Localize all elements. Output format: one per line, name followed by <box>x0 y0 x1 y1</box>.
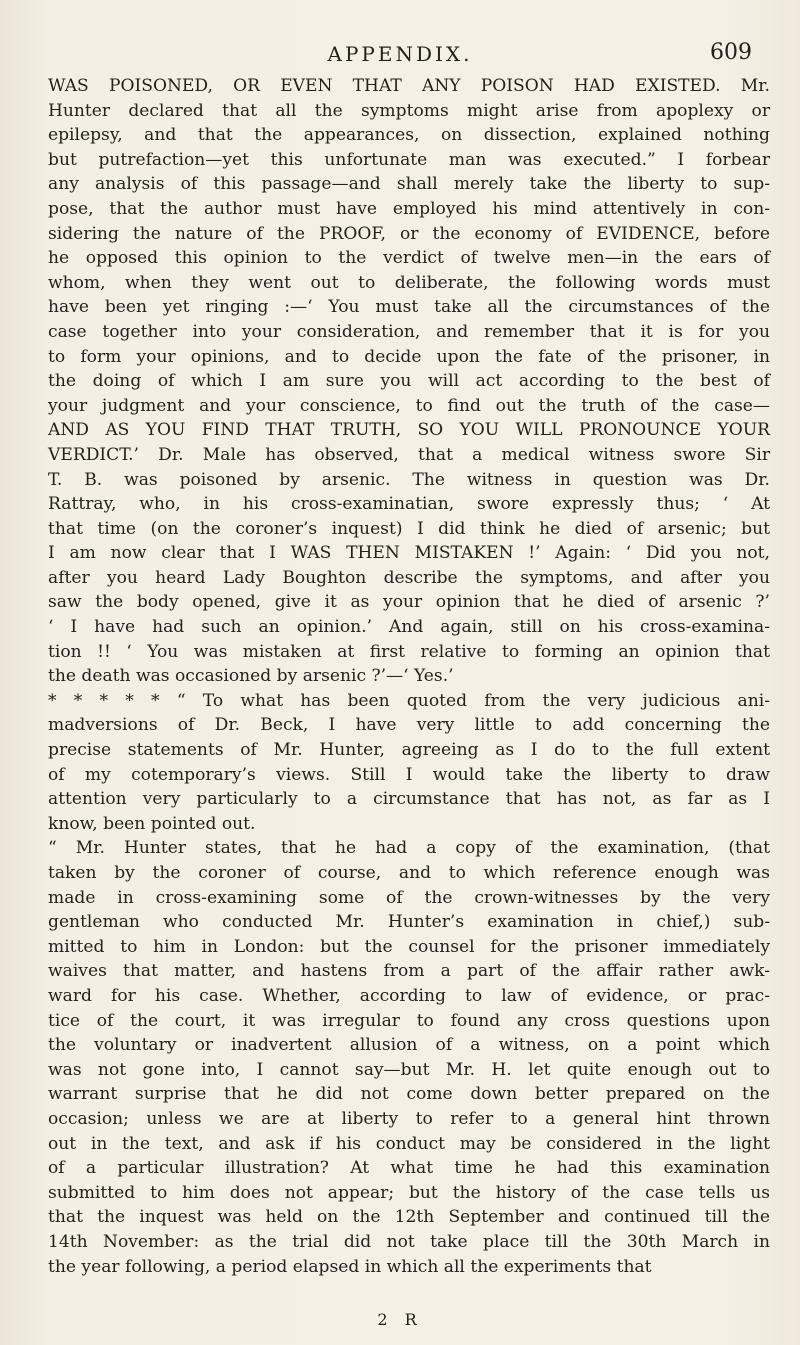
text-line: WAS POISONED, OR EVEN THAT ANY POISON HAD EXISTED. Mr. <box>48 76 770 96</box>
text-line: sidering the nature of the PROOF, or the economy of EVIDENCE, before <box>48 223 770 244</box>
text-line: any analysis of this passage—and shall merely take the liberty to sup- <box>48 174 770 195</box>
text-line: tice of the court, it was irregular to found any cross questions upon <box>48 1010 770 1031</box>
text-line: submitted to him does not appear; but the history of the case tells us <box>48 1182 770 1203</box>
body-text <box>48 74 770 1279</box>
text-line: * * * * * “ To what has been quoted from the very judicious ani- <box>48 690 770 711</box>
text-line: 14th November: as the trial did not take place till the 30th March in <box>48 1231 770 1252</box>
page-number: 609 <box>710 40 752 65</box>
text-line: the year following, a period elapsed in which all the experiments that <box>48 1256 652 1277</box>
text-line: the death was occasioned by arsenic ?’—‘ Yes.’ <box>48 666 454 687</box>
text-line: madversions of Dr. Beck, I have very little to add concerning the <box>48 715 770 736</box>
text-line: that the inquest was held on the 12th September and continued till the <box>48 1207 770 1228</box>
text-line: pose, that the author must have employed his mind attentively in con- <box>48 198 770 219</box>
text-line: warrant surprise that he did not come down better prepared on the <box>48 1084 770 1105</box>
text-line: “ Mr. Hunter states, that he had a copy of the examination, (that <box>48 838 770 859</box>
text-line: attention very particularly to a circumstance that has not, as far as I <box>48 789 770 810</box>
text-line: AND AS YOU FIND THAT TRUTH, SO YOU WILL PRONOUNCE YOUR <box>48 420 770 441</box>
text-line: was not gone into, I cannot say—but Mr. H. let quite enough out to <box>48 1059 770 1080</box>
running-head: APPENDIX. <box>327 42 473 66</box>
text-line: mitted to him in London: but the counsel for the prisoner immediately <box>48 936 770 957</box>
text-line: tion !! ‘ You was mistaken at first relative to forming an opinion that <box>48 641 770 662</box>
text-line: epilepsy, and that the appearances, on dissection, explained nothing <box>48 125 770 146</box>
text-line: gentleman who conducted Mr. Hunter’s examination in chief,) sub- <box>48 912 770 933</box>
text-line: after you heard Lady Boughton describe the symptoms, and after you <box>48 567 770 588</box>
text-line: the voluntary or inadvertent allusion of a witness, on a point which <box>48 1035 770 1056</box>
text-line: waives that matter, and hastens from a part of the affair rather awk- <box>48 961 770 982</box>
signature-mark: 2 R <box>377 1310 423 1329</box>
text-line: out in the text, and ask if his conduct may be considered in the light <box>48 1133 770 1154</box>
text-line: Hunter declared that all the symptoms might arise from apoplexy or <box>48 100 770 121</box>
text-line: have been yet ringing :—‘ You must take all the circumstances of the <box>48 297 770 318</box>
text-line: the doing of which I am sure you will act according to the best of <box>48 371 770 392</box>
page-header <box>0 40 800 74</box>
text-line: to form your opinions, and to decide upon the fate of the prisoner, in <box>48 346 770 367</box>
text-line: Rattray, who, in his cross-examinatian, swore expressly thus; ‘ At <box>48 494 770 515</box>
text-line: precise statements of Mr. Hunter, agreeing as I do to the full extent <box>48 740 770 761</box>
text-line: of a particular illustration? At what time he had this examination <box>48 1158 770 1179</box>
text-line: your judgment and your conscience, to find out the truth of the case— <box>48 395 770 416</box>
text-line: he opposed this opinion to the verdict of twelve men—in the ears of <box>48 248 770 269</box>
text-line: made in cross-examining some of the crown-witnesses by the very <box>48 887 770 908</box>
text-line: VERDICT.’ Dr. Male has observed, that a medical witness swore Sir <box>48 444 770 465</box>
text-line: of my cotemporary’s views. Still I would take the liberty to draw <box>48 764 770 785</box>
text-line: ‘ I have had such an opinion.’ And again, still on his cross-examina- <box>48 617 770 638</box>
text-line: saw the body opened, give it as your opinion that he died of arsenic ?’ <box>48 592 770 613</box>
text-line: taken by the coroner of course, and to which reference enough was <box>48 863 770 883</box>
text-line: that time (on the coroner’s inquest) I did think he died of arsenic; but <box>48 518 770 539</box>
text-line: occasion; unless we are at liberty to refer to a general hint thrown <box>48 1108 770 1129</box>
text-line: ward for his case. Whether, according to law of evidence, or prac- <box>48 985 770 1006</box>
text-line: know, been pointed out. <box>48 813 256 834</box>
text-line: but putrefaction—yet this unfortunate man was executed.” I forbear <box>48 149 770 170</box>
text-line: whom, when they went out to deliberate, the following words must <box>48 272 770 293</box>
text-line: T. B. was poisoned by arsenic. The witness in question was Dr. <box>48 469 770 490</box>
text-line: I am now clear that I WAS THEN MISTAKEN !’ Again: ‘ Did you not, <box>48 543 770 564</box>
text-line: case together into your consideration, and remember that it is for you <box>48 321 770 342</box>
